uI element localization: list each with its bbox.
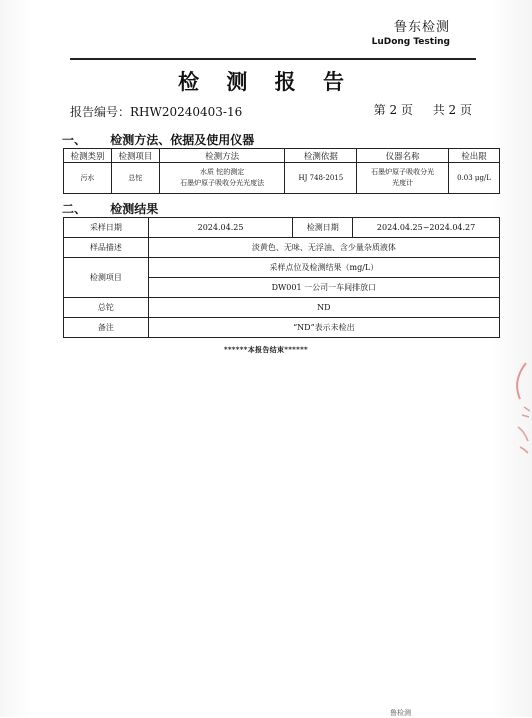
- report-end-marker: ******本报告结束******: [223, 345, 309, 354]
- test-date-label: 检测日期: [293, 218, 353, 238]
- basis-cell: HJ 748-2015: [285, 163, 357, 194]
- method-line: 石墨炉原子吸收分光光度法: [180, 179, 265, 187]
- limit-cell: 0.03 μg/L: [449, 163, 500, 194]
- section1-heading: 检测方法、依据及使用仪器: [110, 133, 255, 147]
- table-header-cell: 检测项目: [111, 149, 159, 163]
- table-row: [64, 218, 500, 238]
- sampling-date-value: 2024.04.25: [148, 218, 293, 238]
- page-info: [358, 101, 472, 118]
- table-row: [64, 318, 500, 338]
- section2-heading: 检测结果: [110, 202, 159, 216]
- table-header-cell: 检测类别: [64, 149, 112, 163]
- company-header: [372, 16, 450, 47]
- result-header: 采样点位及检测结果（mg/L）: [148, 258, 499, 278]
- result-item-name: 总铊: [64, 298, 149, 318]
- report-number: 报告编号：RHW20240403-16: [70, 105, 243, 119]
- instrument-line: 石墨炉原子吸收分光: [371, 168, 435, 176]
- instrument-cell: [357, 163, 449, 194]
- company-name-en: LuDong Testing: [371, 37, 450, 47]
- method-line: 水质 铊的测定: [199, 168, 245, 176]
- table-row: [64, 163, 500, 194]
- seal-stamp-fragment: [504, 355, 530, 465]
- section2-title: [62, 200, 158, 217]
- page-current: 第 2 页: [373, 103, 413, 117]
- table-row: [64, 298, 500, 318]
- sampling-point: DW001 一公司一车间排放口: [148, 278, 499, 298]
- table-header-cell: 检测方法: [159, 149, 285, 163]
- table-row: [64, 258, 500, 278]
- table-header-cell: 检出限: [449, 149, 500, 163]
- company-name-cn: 鲁东检测: [393, 20, 450, 35]
- category-cell: 污水: [64, 163, 112, 194]
- footer-fragment: 鲁检测: [390, 709, 411, 717]
- table-header-cell: 仪器名称: [357, 149, 449, 163]
- test-item-label: 检测项目: [64, 258, 149, 298]
- table-row: [64, 238, 500, 258]
- results-table: [63, 217, 500, 338]
- sample-desc-label: 样品描述: [64, 238, 149, 258]
- sample-desc-value: 淡黄色、无味、无浮油、含少量杂质液体: [148, 238, 499, 258]
- instrument-line: 光度计: [392, 179, 414, 187]
- section1-number: 一、: [62, 133, 87, 147]
- test-date-value: 2024.04.25~2024.04.27: [353, 218, 500, 238]
- section2-number: 二、: [62, 202, 87, 216]
- result-item-value: ND: [148, 298, 499, 318]
- page-total: 共 2 页: [432, 103, 472, 117]
- section1-title: [62, 131, 254, 148]
- note-label: 备注: [64, 318, 149, 338]
- item-cell: 总铊: [111, 163, 159, 194]
- methods-table: [63, 148, 500, 194]
- report-title: 检 测 报 告: [178, 69, 354, 94]
- header-divider: [70, 58, 476, 60]
- note-value: “ND”表示未检出: [148, 318, 499, 338]
- sampling-date-label: 采样日期: [64, 218, 149, 238]
- method-cell: [159, 163, 285, 194]
- table-header-cell: 检测依据: [285, 149, 357, 163]
- methods-table-header-row: [64, 149, 500, 163]
